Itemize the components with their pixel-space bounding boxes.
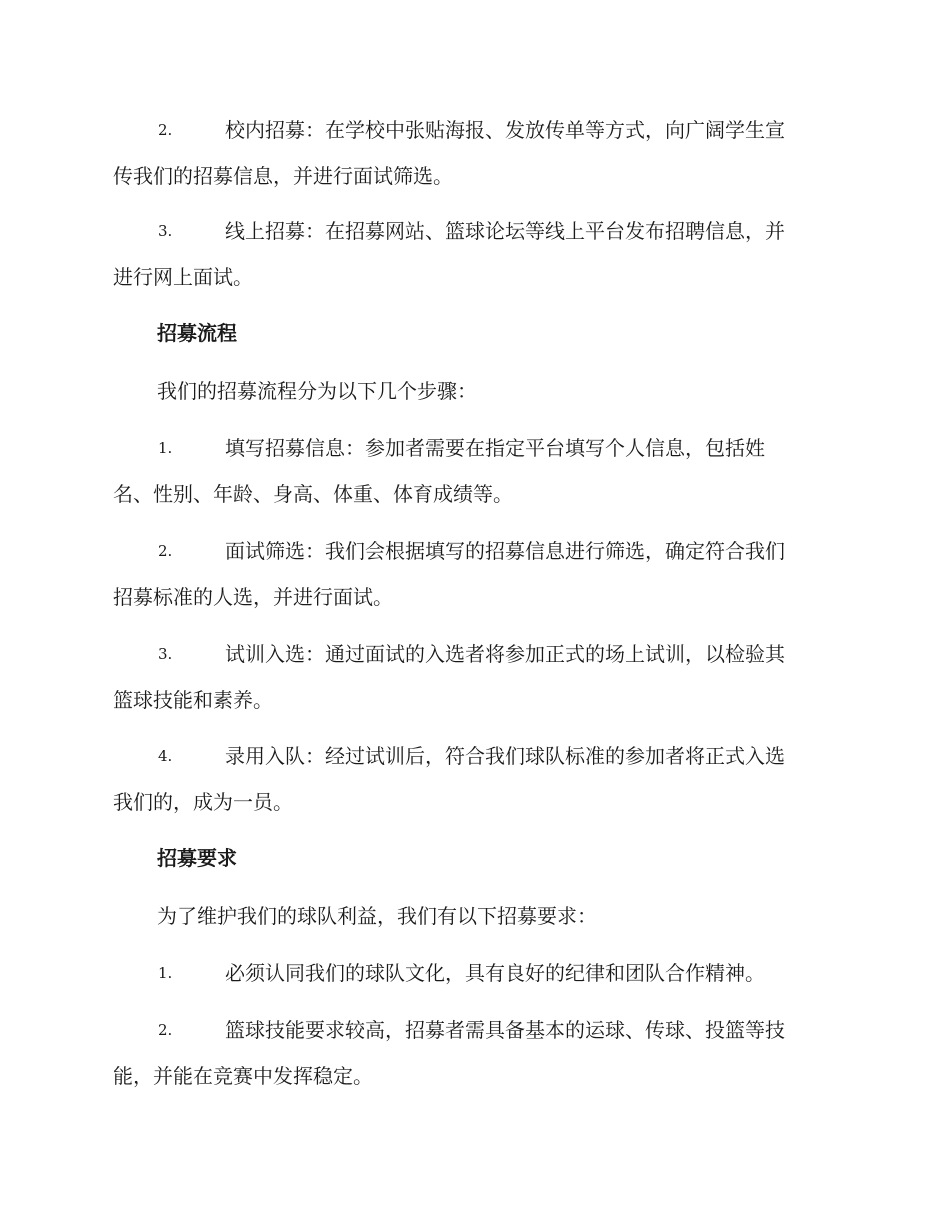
list-item	[113, 631, 833, 723]
section-heading-process: 招募流程	[157, 321, 237, 345]
list-number: 2.	[158, 1021, 173, 1039]
list-item-text-line2: 招募标准的人选，并进行面试。	[113, 585, 393, 609]
list-item	[113, 208, 833, 300]
list-item-text-line1: 线上招募：在招募网站、篮球论坛等线上平台发布招聘信息，并	[225, 219, 785, 243]
section-heading-requirements: 招募要求	[157, 846, 237, 870]
list-item	[113, 107, 833, 199]
list-item-text-line1: 试训入选：通过面试的入选者将参加正式的场上试训，以检验其	[225, 642, 785, 666]
list-item	[113, 528, 833, 620]
list-item-text-line2: 传我们的招募信息，并进行面试筛选。	[113, 164, 453, 188]
list-number: 1.	[158, 439, 173, 457]
list-item-text-line1: 面试筛选：我们会根据填写的招募信息进行筛选，确定符合我们	[225, 539, 785, 563]
list-item	[113, 1007, 833, 1099]
section-intro-process: 我们的招募流程分为以下几个步骤：	[157, 379, 477, 403]
section-intro-requirements: 为了维护我们的球队利益，我们有以下招募要求：	[157, 904, 597, 928]
list-item-text-line2: 篮球技能和素养。	[113, 688, 273, 712]
list-item	[113, 733, 833, 825]
list-item-text-line1: 录用入队：经过试训后，符合我们球队标准的参加者将正式入选	[225, 744, 785, 768]
list-number: 2.	[158, 542, 173, 560]
list-item-text-line1: 校内招募：在学校中张贴海报、发放传单等方式，向广阔学生宣	[225, 118, 785, 142]
list-number: 3.	[158, 222, 173, 240]
list-item-text-line2: 我们的，成为一员。	[113, 790, 293, 814]
list-number: 4.	[158, 747, 173, 765]
list-item-text-line2: 进行网上面试。	[113, 265, 253, 289]
list-item	[113, 425, 833, 517]
list-item	[113, 958, 765, 988]
list-item-text-line1: 填写招募信息：参加者需要在指定平台填写个人信息，包括姓	[225, 436, 765, 460]
list-item-text-line2: 能，并能在竞赛中发挥稳定。	[113, 1064, 373, 1088]
list-number: 1.	[158, 964, 173, 982]
list-item-text-line1: 篮球技能要求较高，招募者需具备基本的运球、传球、投篮等技	[225, 1018, 785, 1042]
list-number: 2.	[158, 121, 173, 139]
list-item-text-line2: 名、性别、年龄、身高、体重、体育成绩等。	[113, 482, 513, 506]
list-number: 3.	[158, 645, 173, 663]
list-item-text: 必须认同我们的球队文化，具有良好的纪律和团队合作精神。	[225, 961, 765, 985]
